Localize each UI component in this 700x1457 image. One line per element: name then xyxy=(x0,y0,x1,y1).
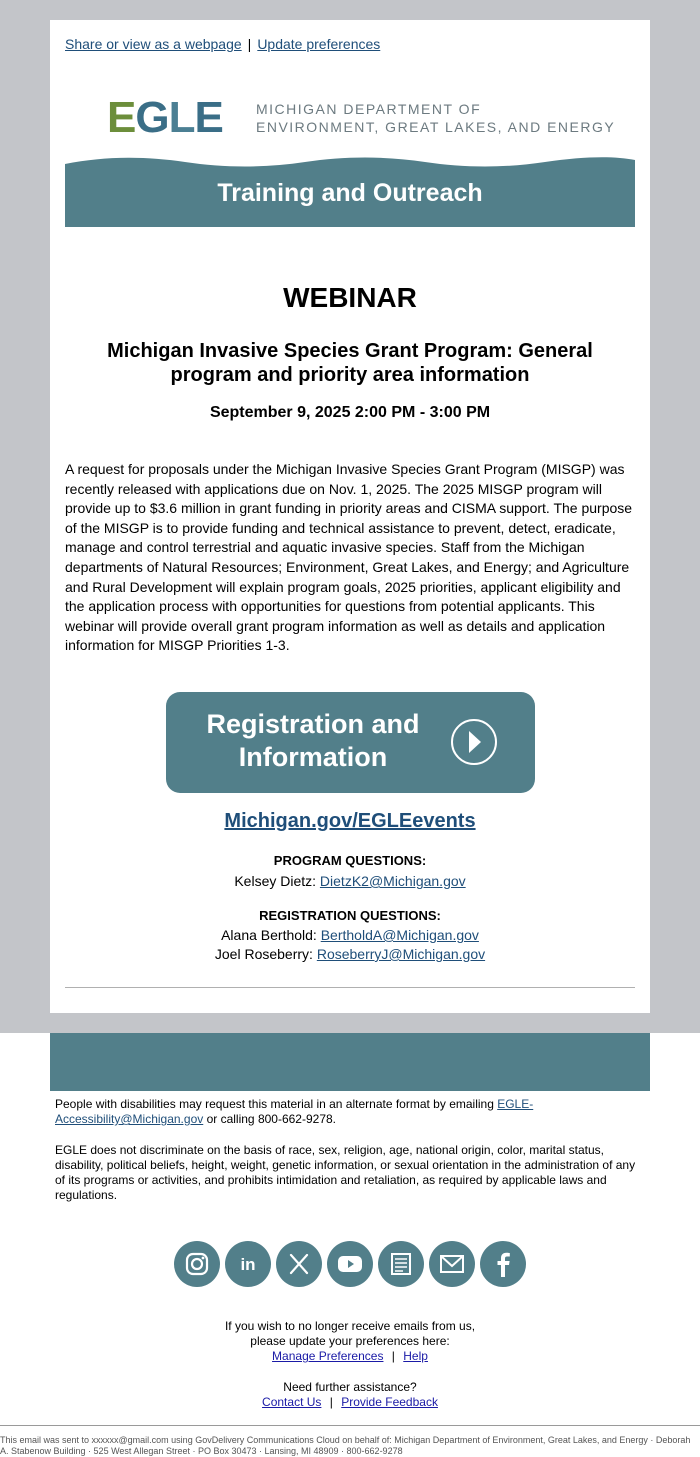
update-preferences-link[interactable]: Update preferences xyxy=(257,36,381,52)
share-webpage-link[interactable]: Share or view as a webpage xyxy=(65,36,242,52)
program-contact-email[interactable]: DietzK2@Michigan.gov xyxy=(319,873,466,889)
egle-events-link[interactable]: Michigan.gov/EGLEevents xyxy=(224,810,476,832)
accessibility-email-link[interactable]: EGLE-Accessibility@Michigan.gov xyxy=(55,1097,534,1126)
preferences-links: Manage Preferences | Help xyxy=(272,1349,428,1363)
top-links xyxy=(65,36,380,52)
training-outreach-banner xyxy=(65,156,635,227)
registration-button-label: Registration and Information xyxy=(206,709,420,772)
manage-preferences-link[interactable]: Manage Preferences xyxy=(272,1349,384,1363)
preferences-line1: If you wish to no longer receive emails from us, xyxy=(224,1319,476,1333)
contact-us-link[interactable]: Contact Us xyxy=(262,1395,322,1409)
newsletter-icon[interactable] xyxy=(378,1241,424,1287)
email-card xyxy=(50,20,650,1013)
egle-logo-mark: EGLE xyxy=(107,93,223,142)
event-type: WEBINAR xyxy=(283,282,417,313)
program-contact: Kelsey Dietz: DietzK2@Michigan.gov xyxy=(234,873,466,889)
help-link[interactable]: Help xyxy=(403,1349,428,1363)
registration-contact: Alana Berthold: BertholdA@Michigan.gov xyxy=(221,927,479,943)
logo-department-name: MICHIGAN DEPARTMENT OF ENVIRONMENT, GREAT LAKES, AND ENERGY xyxy=(256,101,616,135)
accessibility-notice: People with disabilities may request this material in an alternate format by emailing EGLE-Accessibility@Michigan.gov or calling 800-662-9278. xyxy=(55,1097,534,1126)
divider xyxy=(65,987,635,988)
assistance-links: Contact Us | Provide Feedback xyxy=(262,1395,438,1409)
youtube-icon[interactable] xyxy=(327,1241,373,1287)
facebook-icon[interactable] xyxy=(480,1241,526,1287)
preferences-line2: please update your preferences here: xyxy=(250,1334,450,1348)
delivery-note: This email was sent to xxxxxx@gmail.com using GovDelivery Communications Cloud on behalf of: Michigan Department of Environment, Great Lakes, and Energy · Deborah A. Stabenow Building · 525 West Allegan Street · PO Box 30473 · Lansing, MI 48909 · 800-662-9278 xyxy=(0,1435,691,1456)
chevron-right-circle-icon xyxy=(450,718,498,766)
registration-contact: Joel Roseberry: RoseberryJ@Michigan.gov xyxy=(214,946,486,962)
x-icon[interactable] xyxy=(276,1241,322,1287)
top-links-separator: | xyxy=(247,36,252,52)
program-questions-heading: PROGRAM QUESTIONS: xyxy=(273,853,427,868)
banner-title: Training and Outreach xyxy=(217,179,483,207)
bottom-divider xyxy=(0,1425,700,1426)
event-date: September 9, 2025 2:00 PM - 3:00 PM xyxy=(209,404,491,421)
event-description: A request for proposals under the Michigan Invasive Species Grant Program (MISGP) was recently released with applications due on Nov. 1, 2025. The 2025 MISGP program will provide up to $3.6 million in grant funding in priority areas and CISMA support. The purpose of the MISGP is to provide funding and technical assistance to prevent, detect, eradicate, manage and control terrestrial and aquatic invasive species. Staff from the Michigan departments of Natural Resources; Environment, Great Lakes, and Energy; and Agriculture and Rural Development will explain program goals, 2025 priorities, applicant eligibility and the application process with opportunities for questions from potential applicants. This webinar will provide overall grant program information as well as details and application information for MISGP Priorities 1-3. xyxy=(65,461,633,654)
assistance-line: Need further assistance? xyxy=(283,1380,417,1394)
svg-text:in: in xyxy=(240,1255,256,1274)
registration-contact-email[interactable]: BertholdA@Michigan.gov xyxy=(320,927,479,943)
email-icon[interactable] xyxy=(429,1241,475,1287)
registration-questions-heading: REGISTRATION QUESTIONS: xyxy=(259,908,441,923)
provide-feedback-link[interactable]: Provide Feedback xyxy=(341,1395,438,1409)
event-title: Michigan Invasive Species Grant Program: General program and priority area information xyxy=(107,340,593,386)
registration-contact-email[interactable]: RoseberryJ@Michigan.gov xyxy=(316,946,486,962)
linkedin-icon[interactable] xyxy=(225,1241,271,1287)
registration-button[interactable] xyxy=(166,692,535,793)
nondiscrimination-notice: EGLE does not discriminate on the basis of race, sex, religion, age, national origin, color, marital status, disability, political beliefs, height, weight, genetic information, or sexual orientation in the administration of any of its programs or activities, and prohibits intimidation and retaliation, as required by applicable laws and regulations. xyxy=(55,1143,636,1202)
instagram-icon[interactable] xyxy=(174,1241,220,1287)
footer-band xyxy=(50,1033,650,1091)
